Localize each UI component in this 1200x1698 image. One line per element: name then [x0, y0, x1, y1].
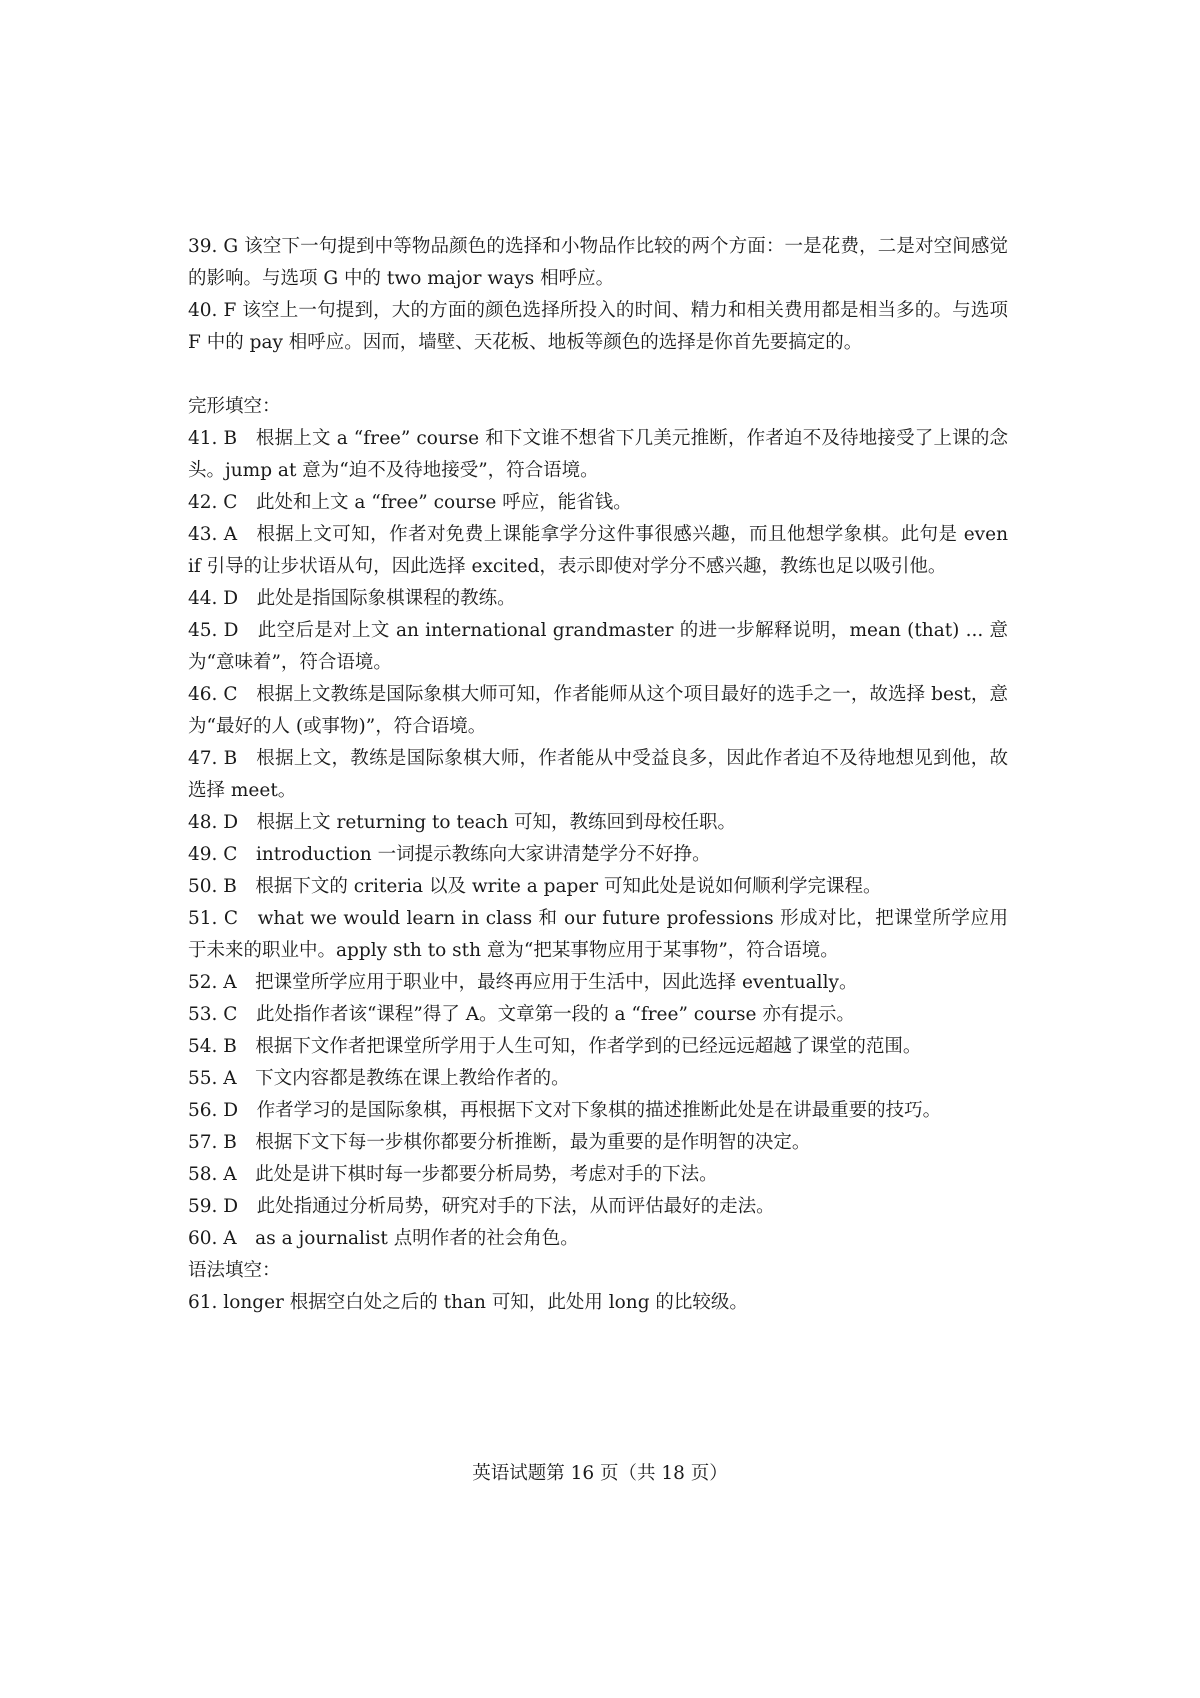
page-footer: 英语试题第 16 页（共 18 页）	[472, 1463, 728, 1484]
section-spacer	[188, 359, 1008, 391]
cloze-answer-55: 55. A 下文内容都是教练在课上教给作者的。	[188, 1068, 570, 1089]
cloze-answer-48: 48. D 根据上文 returning to teach 可知，教练回到母校任职。	[188, 812, 736, 833]
cloze-answer-45: 45. D 此空后是对上文 an international grandmaster 的进一步解释说明，mean (that) ... 意为“意味着”，符合语境。	[188, 620, 1008, 673]
grammar-answer-list	[188, 1287, 1008, 1319]
cloze-answer-60: 60. A as a journalist 点明作者的社会角色。	[188, 1228, 579, 1249]
cloze-answer-52: 52. A 把课堂所学应用于职业中，最终再应用于生活中，因此选择 eventually。	[188, 972, 858, 993]
cloze-answer-54: 54. B 根据下文作者把课堂所学用于人生可知，作者学到的已经远远超越了课堂的范围。	[188, 1036, 922, 1057]
cloze-answer-42: 42. C 此处和上文 a “free” course 呼应，能省钱。	[188, 492, 632, 513]
cloze-answer-53: 53. C 此处指作者该“课程”得了 A。文章第一段的 a “free” course 亦有提示。	[188, 1004, 855, 1025]
cloze-answer-list	[188, 423, 1008, 1255]
grammar-section-title: 语法填空：	[188, 1260, 281, 1281]
cloze-answer-43: 43. A 根据上文可知，作者对免费上课能拿学分这件事很感兴趣，而且他想学象棋。此句是 even if 引导的让步状语从句，因此选择 excited，表示即使对学分不感兴趣，教练也足以吸引他。	[188, 524, 1008, 577]
reading-answer-39: 39. G 该空下一句提到中等物品颜色的选择和小物品作比较的两个方面：一是花费，二是对空间感觉的影响。与选项 G 中的 two major ways 相呼应。	[188, 236, 1008, 289]
cloze-answer-41: 41. B 根据上文 a “free” course 和下文谁不想省下几美元推断，作者迫不及待地接受了上课的念头。jump at 意为“迫不及待地接受”，符合语境。	[188, 428, 1008, 481]
cloze-answer-51: 51. C what we would learn in class 和 our future professions 形成对比，把课堂所学应用于未来的职业中。apply sth to sth 意为“把某事物应用于某事物”，符合语境。	[188, 908, 1008, 961]
cloze-answer-50: 50. B 根据下文的 criteria 以及 write a paper 可知此处是说如何顺利学完课程。	[188, 876, 882, 897]
cloze-answer-57: 57. B 根据下文下每一步棋你都要分析推断，最为重要的是作明智的决定。	[188, 1132, 811, 1153]
cloze-answer-59: 59. D 此处指通过分析局势，研究对手的下法，从而评估最好的走法。	[188, 1196, 775, 1217]
cloze-answer-47: 47. B 根据上文，教练是国际象棋大师，作者能从中受益良多，因此作者迫不及待地想见到他，故选择 meet。	[188, 748, 1008, 801]
cloze-answer-46: 46. C 根据上文教练是国际象棋大师可知，作者能师从这个项目最好的选手之一，故选择 best，意为“最好的人 (或事物)”，符合语境。	[188, 684, 1008, 737]
cloze-answer-49: 49. C introduction 一词提示教练向大家讲清楚学分不好挣。	[188, 844, 711, 865]
cloze-answer-56: 56. D 作者学习的是国际象棋，再根据下文对下象棋的描述推断此处是在讲最重要的技巧。	[188, 1100, 942, 1121]
reading-answer-40: 40. F 该空上一句提到，大的方面的颜色选择所投入的时间、精力和相关费用都是相当多的。与选项 F 中的 pay 相呼应。因而，墙壁、天花板、地板等颜色的选择是你首先要搞定的。	[188, 300, 1008, 353]
cloze-section-title: 完形填空：	[188, 396, 281, 417]
grammar-answer-61: 61. longer 根据空白处之后的 than 可知，此处用 long 的比较级。	[188, 1292, 748, 1313]
cloze-answer-44: 44. D 此处是指国际象棋课程的教练。	[188, 588, 516, 609]
answer-page	[188, 231, 1008, 1319]
cloze-answer-58: 58. A 此处是讲下棋时每一步都要分析局势，考虑对手的下法。	[188, 1164, 718, 1185]
